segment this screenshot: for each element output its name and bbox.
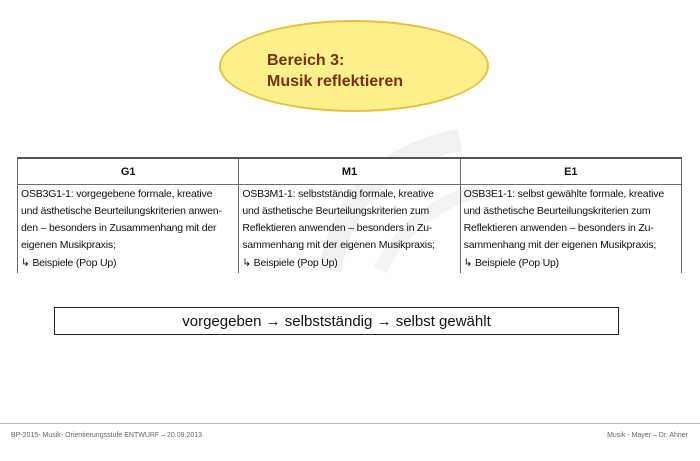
competency-text-e1: OSB3E1-1: selbst gewählte formale, kreative und ästhetische Beurteilungskriterien zum Reflektieren anwenden – besonders in Zu- sammenhang mit der eigenen Musikpraxis;: [463, 188, 664, 251]
column-header-e1: E1: [460, 158, 681, 185]
footer-right-text: Musik - Mayer – Dr. Ahner: [607, 432, 688, 439]
table-cell-e1: [460, 185, 681, 274]
footer-left-text: BP-2015- Musik- Orientierungsstufe ENTWURF – 20.09.2013: [11, 432, 203, 439]
section-title: [267, 50, 403, 92]
table-cell-m1: [239, 185, 460, 274]
examples-link-g1[interactable]: ↳ Beispiele (Pop Up): [21, 257, 117, 269]
table-row: [18, 185, 682, 274]
column-header-m1: M1: [239, 158, 460, 185]
column-header-g1: G1: [18, 158, 239, 185]
competency-table-container: [17, 157, 682, 269]
competency-text-g1: OSB3G1-1: vorgegebene formale, kreative und ästhetische Beurteilungskriterien anwen- den – besonders in Zusammenhang mit der eigenen Musikpraxis;: [21, 188, 222, 251]
competency-text-m1: OSB3M1-1: selbstständig formale, kreative und ästhetische Beurteilungskriterien zum Reflektieren anwenden – besonders in Zu- sammenhang mit der eigenen Musikpraxis;: [242, 188, 435, 251]
table-header-row: [18, 158, 682, 185]
section-title-line-2: Musik reflektieren: [267, 73, 404, 90]
examples-link-m1[interactable]: ↳ Beispiele (Pop Up): [242, 257, 338, 269]
competency-table: [17, 157, 682, 273]
section-title-line-1: Bereich 3:: [267, 52, 345, 69]
table-cell-g1: [18, 185, 239, 274]
footer-divider: [0, 423, 700, 424]
progression-summary: vorgegeben → selbstständig → selbst gewählt: [54, 307, 619, 335]
examples-link-e1[interactable]: ↳ Beispiele (Pop Up): [463, 257, 559, 269]
